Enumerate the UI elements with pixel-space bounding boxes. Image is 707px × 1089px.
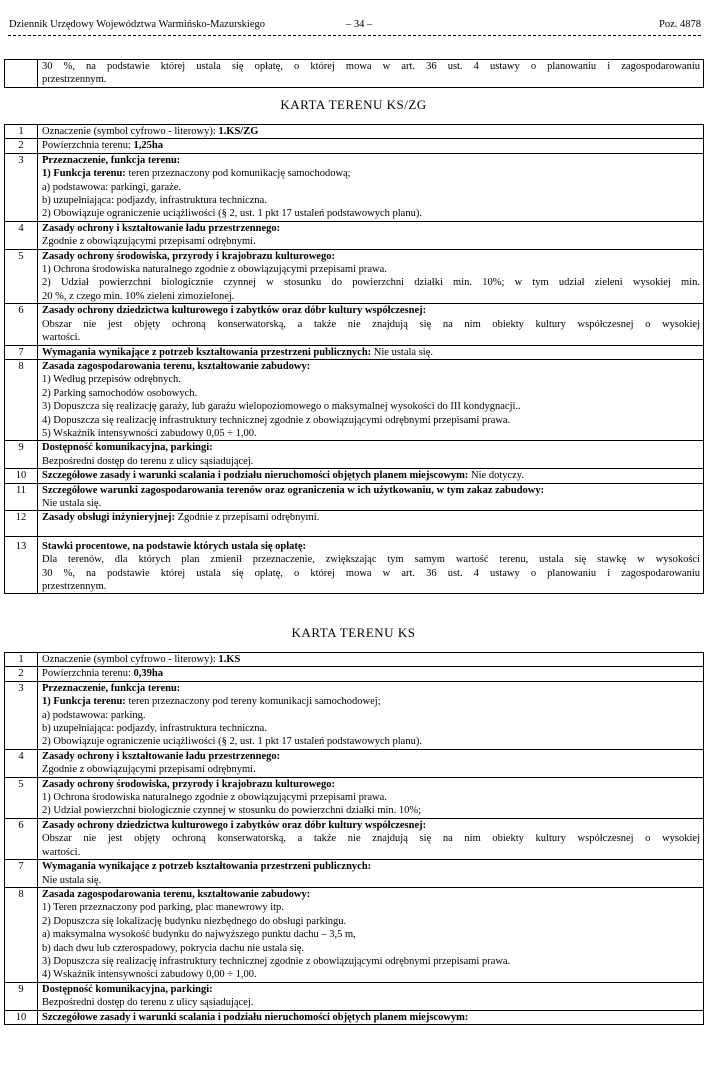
table-row: 1 Oznaczenie (symbol cyfrowo - literowy): 1.KS (5, 653, 704, 667)
continuation-cell: 30 %, na podstawie której ustala się opłatę, o której mowa w art. 36 ust. 4 ustawy o planowaniu i zagospodarowaniu przestrzennym. (38, 60, 704, 88)
card-title-ks-zg: KARTA TERENU KS/ZG (280, 97, 427, 112)
table-row: 1 Oznaczenie (symbol cyfrowo - literowy): 1.KS/ZG (5, 125, 704, 139)
table-row: 12 Zasady obsługi inżynieryjnej: Zgodnie z przepisami odrębnymi. (5, 511, 704, 536)
table-row: 6 Zasady ochrony dziedzictwa kulturowego i zabytków oraz dóbr kultury współczesnej: Obszar nie jest objęty ochroną konserwatorską, a także nie znajdują się na nim obiekty kultury współczesnej o wysokiej wartości. (5, 818, 704, 859)
card-table-ks (4, 652, 704, 1025)
table-row: 2 Powierzchnia terenu: 0,39ha (5, 667, 704, 681)
card-table-ks-zg (4, 124, 704, 594)
table-row: 8 Zasada zagospodarowania terenu, kształtowanie zabudowy: 1) Teren przeznaczony pod parking, plac manewrowy itp. 2) Dopuszcza się lokalizację budynku niezbędnego do obsługi parkingu. a) maksymalna wysokość budynku do najwyższego punktu dachu – 3,5 m, b) dach dwu lub czterospadowy, pokrycia dachu nie ustala się. 3) Dopuszcza się realizację infrastruktury technicznej zgodnie z obowiązującymi odrębnymi przepisami prawa. 4) Wskaźnik intensywności zabudowy 0,00 ÷ 1,00. (5, 887, 704, 982)
table-row: 3 Przeznaczenie, funkcja terenu: 1) Funkcja terenu: teren przeznaczony pod komunikację samochodową; a) podstawowa: parkingi, garaże. b) uzupełniająca: podjazdy, infrastruktura techniczna. 2) Obowiązuje ograniczenie uciążliwości (§ 2, ust. 1 pkt 17 ustaleń podstawowych planu). (5, 153, 704, 221)
table-row: 6 Zasady ochrony dziedzictwa kulturowego i zabytków oraz dóbr kultury współczesnej: Obszar nie jest objęty ochroną konserwatorską, a także nie znajdują się na nim obiekty kultury współczesnej o wysokiej wartości. (5, 304, 704, 345)
table-row: 9 Dostępność komunikacyjna, parkingi: Bezpośredni dostęp do terenu z ulicy sąsiadującej. (5, 441, 704, 469)
table-row: 9 Dostępność komunikacyjna, parkingi: Bezpośredni dostęp do terenu z ulicy sąsiadującej. (5, 982, 704, 1010)
table-row: 11 Szczegółowe warunki zagospodarowania terenów oraz ograniczenia w ich użytkowaniu, w tym zakaz zabudowy: Nie ustala się. (5, 483, 704, 511)
table-row: 3 Przeznaczenie, funkcja terenu: 1) Funkcja terenu: teren przeznaczony pod tereny komunikacji samochodowej; a) podstawowa: parking. b) uzupełniająca: podjazdy, infrastruktura techniczna. 2) Obowiązuje ograniczenie uciążliwości (§ 2, ust. 1 pkt 17 ustaleń podstawowych planu). (5, 681, 704, 749)
table-row: 5 Zasady ochrony środowiska, przyrody i krajobrazu kulturowego: 1) Ochrona środowiska naturalnego zgodnie z obowiązującymi przepisami prawa. 2) Udział powierzchni biologicznie czynnej w stosunku do powierzchni działki min. 10%; (5, 777, 704, 818)
table-row: 13 Stawki procentowe, na podstawie których ustala się opłatę: Dla terenów, dla których plan zmienił przeznaczenie, zwiększając tym samym wartość terenu, ustala się stawkę w wysokości 30 %, na podstawie której ustala się opłatę, o której mowa w art. 36 ust. 4 ustawy o planowaniu i zagospodarowaniu przestrzennym. (5, 536, 704, 594)
table-row: 4 Zasady ochrony i kształtowanie ładu przestrzennego: Zgodnie z obowiązującymi przepisami odrębnymi. (5, 221, 704, 249)
table-row: 2 Powierzchnia terenu: 1,25ha (5, 139, 704, 153)
journal-title: Dziennik Urzędowy Województwa Warmińsko-Mazurskiego (9, 19, 265, 30)
continuation-table (4, 59, 704, 88)
table-row: 5 Zasady ochrony środowiska, przyrody i krajobrazu kulturowego: 1) Ochrona środowiska naturalnego zgodnie z obowiązującymi przepisami prawa. 2) Udział powierzchni biologicznie czynnej w stosunku do powierzchni działki min. 10%; w tym udział zieleni wysokiej min. 20 %, z czego min. 10% zieleni zimozielonej. (5, 249, 704, 304)
page-number: – 34 – (346, 19, 373, 30)
table-row: 8 Zasada zagospodarowania terenu, kształtowanie zabudowy: 1) Według przepisów odrębnych. 2) Parking samochodów osobowych. 3) Dopuszcza się realizację garaży, lub garażu wielopoziomowego o maksymalnej wysokości do III kondygnacji.. 4) Dopuszcza się realizację infrastruktury technicznej zgodnie z obowiązującymi odrębnymi przepisami prawa. 5) Wskaźnik intensywności zabudowy 0,05 ÷ 1,00. (5, 359, 704, 440)
page-header (9, 18, 701, 32)
table-row: 10 Szczegółowe zasady i warunki scalania i podziału nieruchomości objętych planem miejscowym: Nie dotyczy. (5, 469, 704, 483)
card-title-ks: KARTA TERENU KS (291, 625, 416, 640)
table-row: 7 Wymagania wynikające z potrzeb kształtowania przestrzeni publicznych: Nie ustala się. (5, 860, 704, 888)
position-number: Poz. 4878 (659, 19, 701, 30)
table-row: 10 Szczegółowe zasady i warunki scalania i podziału nieruchomości objętych planem miejscowym: (5, 1010, 704, 1024)
table-row (5, 60, 704, 88)
header-rule (8, 35, 701, 36)
table-row: 4 Zasady ochrony i kształtowanie ładu przestrzennego: Zgodnie z obowiązującymi przepisami odrębnymi. (5, 749, 704, 777)
table-row: 7 Wymagania wynikające z potrzeb kształtowania przestrzeni publicznych: Nie ustala się. (5, 345, 704, 359)
